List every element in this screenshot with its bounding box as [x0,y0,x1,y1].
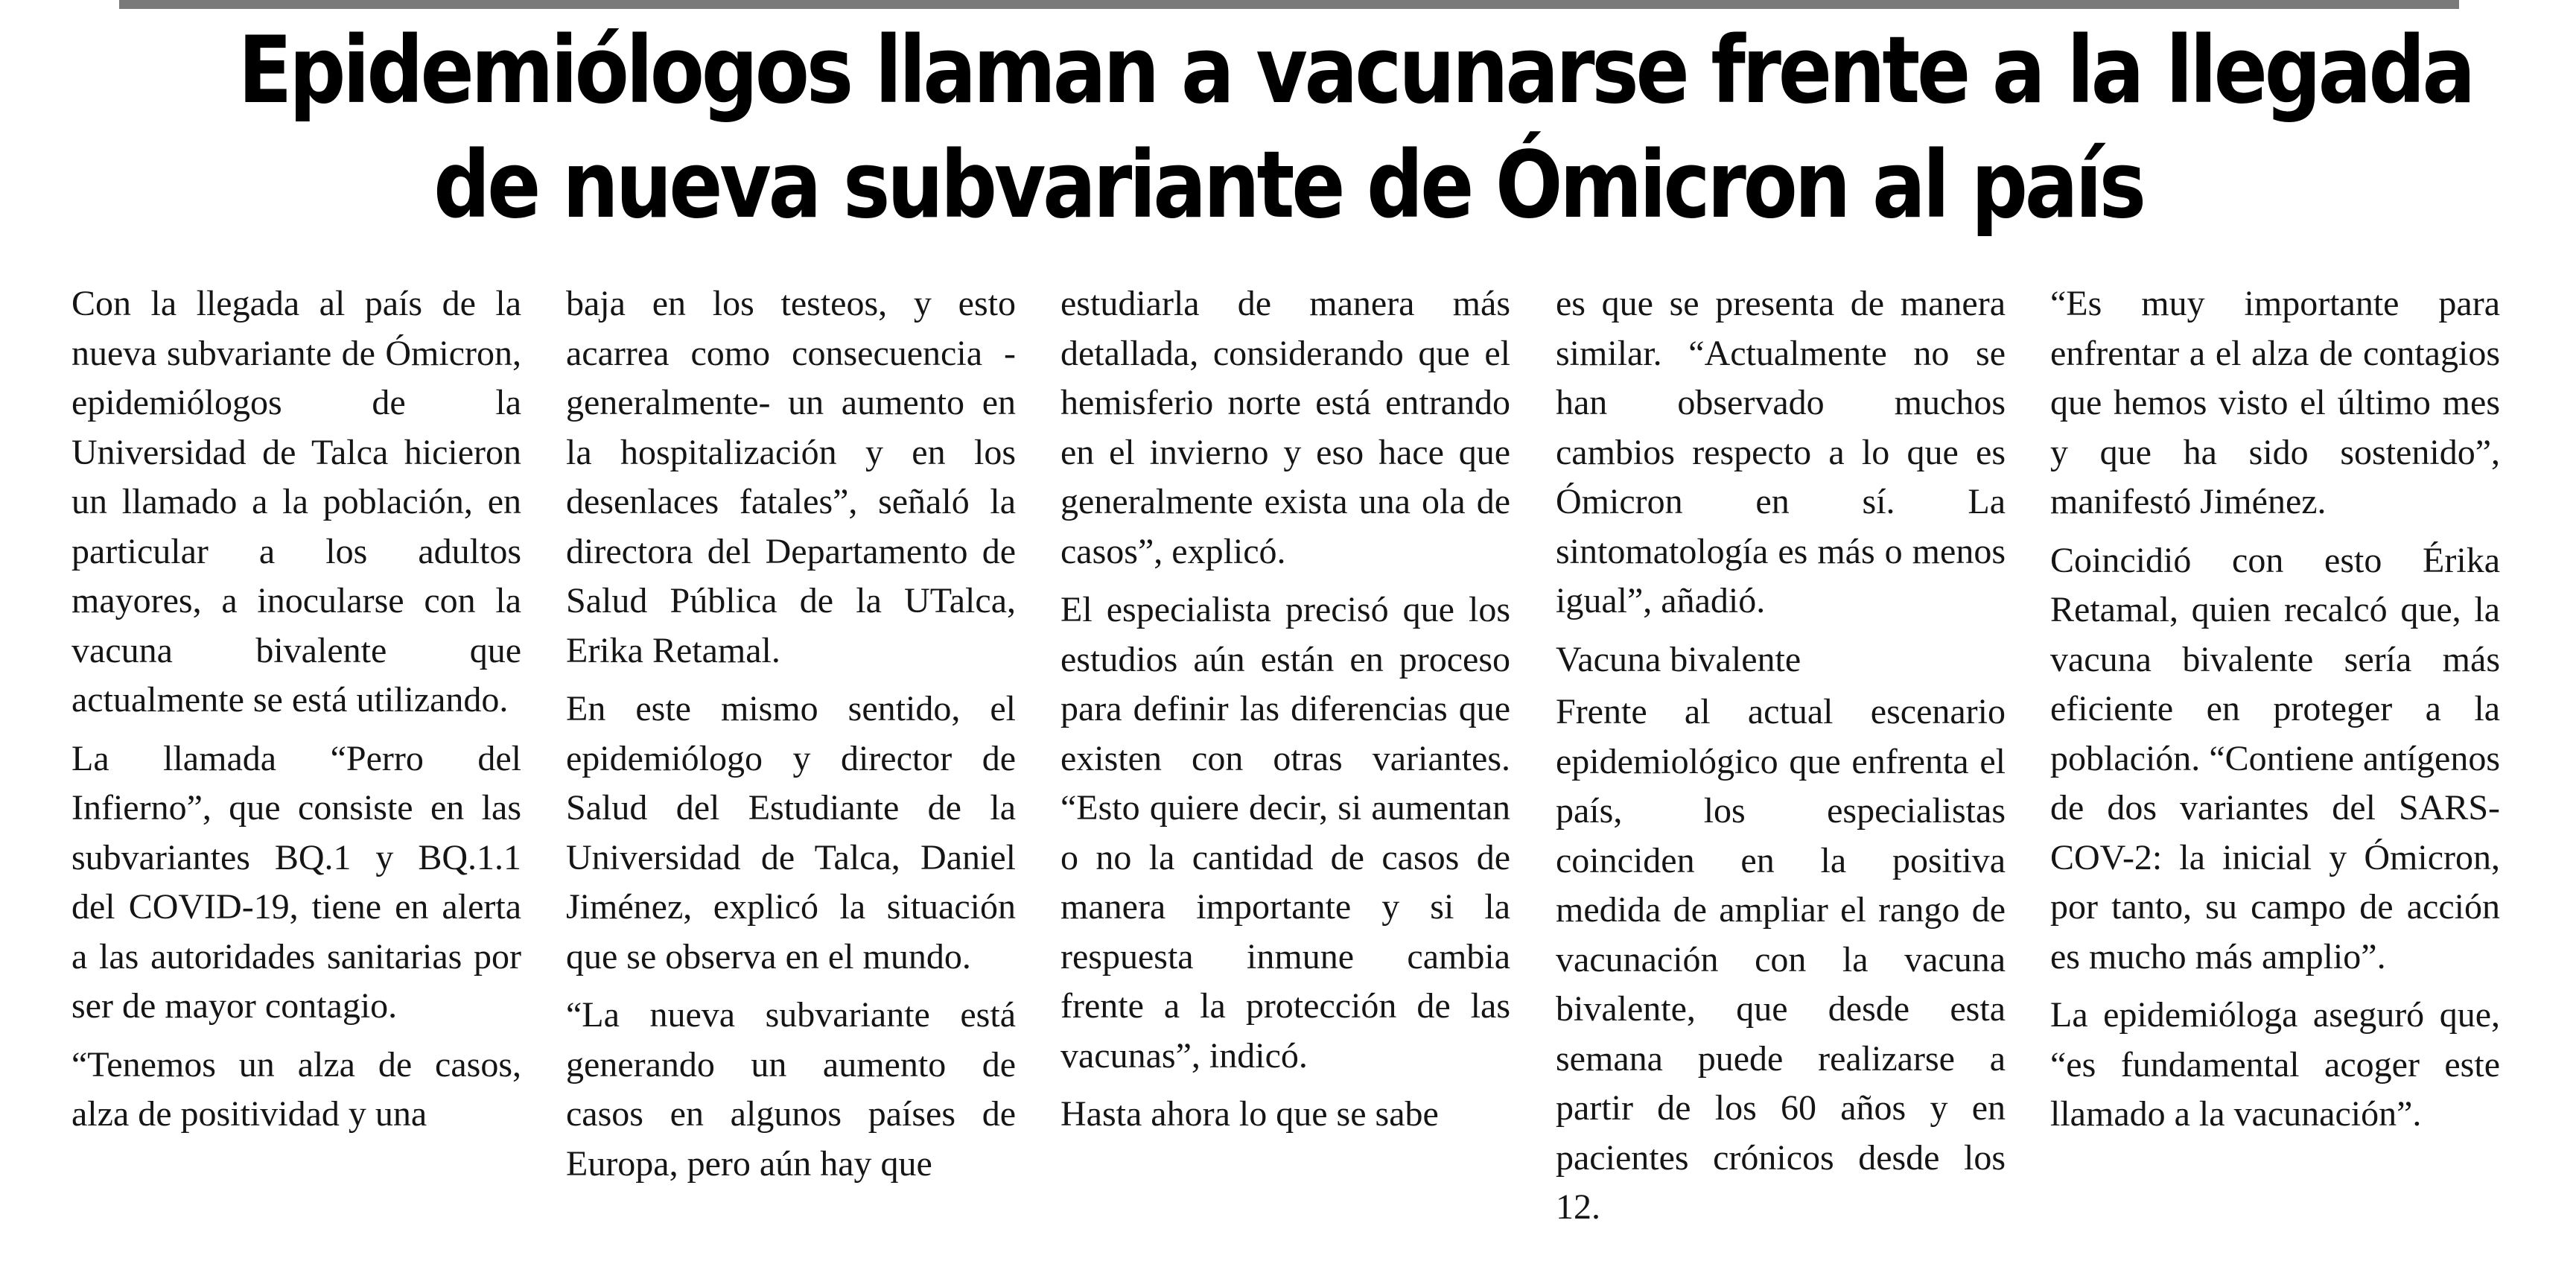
paragraph: Coincidió con esto Érika Retamal, quien recalcó que, la vacuna bivalente sería más eficiente en proteger a la población. “Contiene antígenos de dos variantes del SARS-COV-2: la inicial y Ómicron, por tanto, su campo de acción es mucho más amplio”. [2050,540,2500,976]
paragraph: es que se presenta de manera similar. “Actualmente no se han observado muchos cambios respecto a lo que es Ómicron en sí. La sintomatología es más o menos igual”, añadió. [1556,284,2006,620]
headline-line-2: de nueva subvariante de Ómicron al país [433,132,2143,239]
top-rule [119,0,2459,9]
paragraph: “La nueva subvariante está generando un aumento de casos en algunos países de Europa, pero aún hay que [566,995,1016,1184]
paragraph: La epidemióloga aseguró que, “es fundamental acoger este llamado a la vacunación”. [2050,995,2500,1134]
headline [238,13,2473,243]
paragraph: estudiarla de manera más detallada, considerando que el hemisferio norte está entrando en el invierno y eso hace que generalmente exista una ola de casos”, explicó. [1060,284,1510,571]
column-3 [1060,279,1510,1149]
column-5 [2050,279,2500,1149]
subheading: Vacuna bivalente [1556,639,1801,679]
paragraph: La llamada “Perro del Infierno”, que consiste en las subvariantes BQ.1 y BQ.1.1 del COVID-19, tiene en alerta a las autoridades sanitarias por ser de mayor contagio. [71,738,521,1026]
paragraph: Hasta ahora lo que se sabe [1060,1094,1439,1134]
paragraph: baja en los testeos, y esto acarrea como consecuencia -generalmente- un aumento en la hospitalización y en los desenlaces fatales”, señaló la directora del Departamento de Salud Pública de la UTalca, Erika Retamal. [566,284,1016,670]
column-4 [1556,279,2006,1242]
paragraph: “Es muy importante para enfrentar a el alza de contagios que hemos visto el último mes y que ha sido sostenido”, manifestó Jiménez. [2050,284,2500,521]
paragraph: En este mismo sentido, el epidemiólogo y director de Salud del Estudiante de la Universidad de Talca, Daniel Jiménez, explicó la situación que se observa en el mundo. [566,689,1016,976]
paragraph: Con la llegada al país de la nueva subvariante de Ómicron, epidemiólogos de la Universidad de Talca hicieron un llamado a la población, en particular a los adultos mayores, a inocularse con la vacuna bivalente que actualmente se está utilizando. [71,284,521,720]
column-2 [566,279,1016,1198]
column-1 [71,279,521,1149]
paragraph: El especialista precisó que los estudios aún están en proceso para definir las diferencias que existen con otras variantes. “Esto quiere decir, si aumentan o no la cantidad de casos de manera importante y si la respuesta inmune cambia frente a la protección de las vacunas”, indicó. [1060,590,1510,1076]
paragraph: Frente al actual escenario epidemiológico que enfrenta el país, los especialistas coinciden en la positiva medida de ampliar el rango de vacunación con la vacuna bivalente, que desde esta semana puede realizarse a partir de los 60 años y en pacientes crónicos desde los 12. [1556,692,2006,1227]
article-body [71,279,2507,1248]
headline-line-1: Epidemiólogos llaman a vacunarse frente a la llegada [238,17,2473,124]
paragraph: “Tenemos un alza de casos, alza de positividad y una [71,1044,521,1134]
